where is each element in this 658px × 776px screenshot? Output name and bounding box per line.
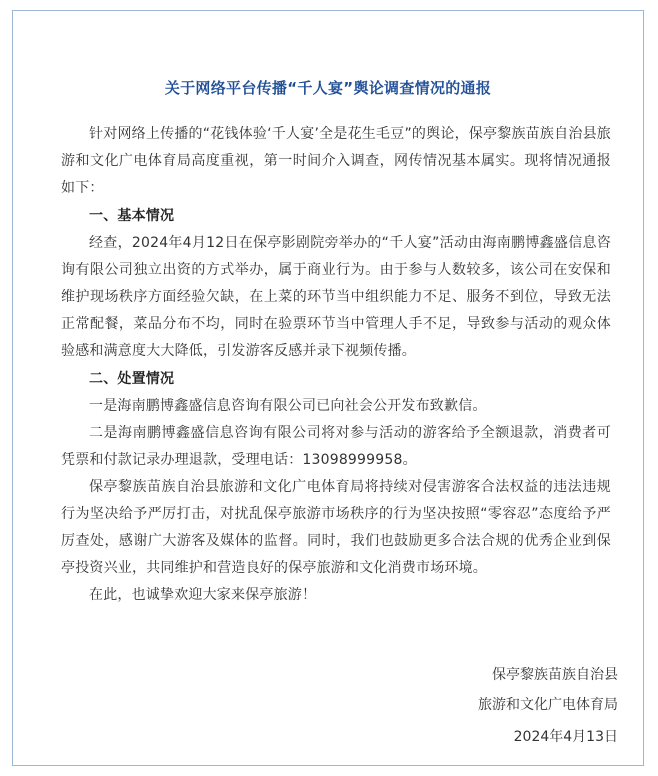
handling-item-2: 二是海南鹏博鑫盛信息咨询有限公司将对参与活动的游客给予全额退款，消费者可凭票和付款记录办理退款，受理电话：13098999958。 [61,425,611,468]
signature-date: 2024年4月13日 [513,729,618,745]
closing-paragraph: 保亭黎族苗族自治县旅游和文化广电体育局将持续对侵害游客合法权益的违法违规行为坚决给予严厉打击，对扰乱保亭旅游市场秩序的行为坚决按照“零容忍”态度给予严厉查处，感谢广大游客及媒体的监督。同时，我们也鼓励更多合法合规的优秀企业到保亭投资兴业，共同维护和营造良好的保亭旅游和文化消费市场环境。 [61,479,611,576]
signature-org-line1: 保亭黎族苗族自治县 [492,667,618,683]
notice-body [61,121,611,609]
intro-paragraph: 针对网络上传播的“花钱体验‘千人宴’全是花生毛豆”的舆论，保亭黎族苗族自治县旅游和文化广电体育局高度重视，第一时间介入调查，网传情况基本属实。现将情况通报如下： [61,126,611,196]
basic-situation-paragraph: 经查，2024年4月12日在保亭影剧院旁举办的“千人宴”活动由海南鹏博鑫盛信息咨询有限公司独立出资的方式举办，属于商业行为。由于参与人数较多，该公司在安保和维护现场秩序方面经验欠缺，在上菜的环节当中组织能力不足、服务不到位，导致无法正常配餐，菜品分布不均，同时在验票环节当中管理人手不足，导致参与活动的观众体验感和满意度大大降低，引发游客反感并录下视频传播。 [61,235,611,359]
section-heading-handling: 二、处置情况 [89,371,175,387]
section-heading-basic: 一、基本情况 [89,208,175,224]
notice-title: 关于网络平台传播“千人宴”舆论调查情况的通报 [164,79,492,97]
notice-frame [12,10,644,766]
welcome-paragraph: 在此，也诚挚欢迎大家来保亭旅游！ [89,587,317,603]
signature-org-line2: 旅游和文化广电体育局 [478,697,618,713]
handling-item-1: 一是海南鹏博鑫盛信息咨询有限公司已向社会公开发布致歉信。 [89,398,487,414]
